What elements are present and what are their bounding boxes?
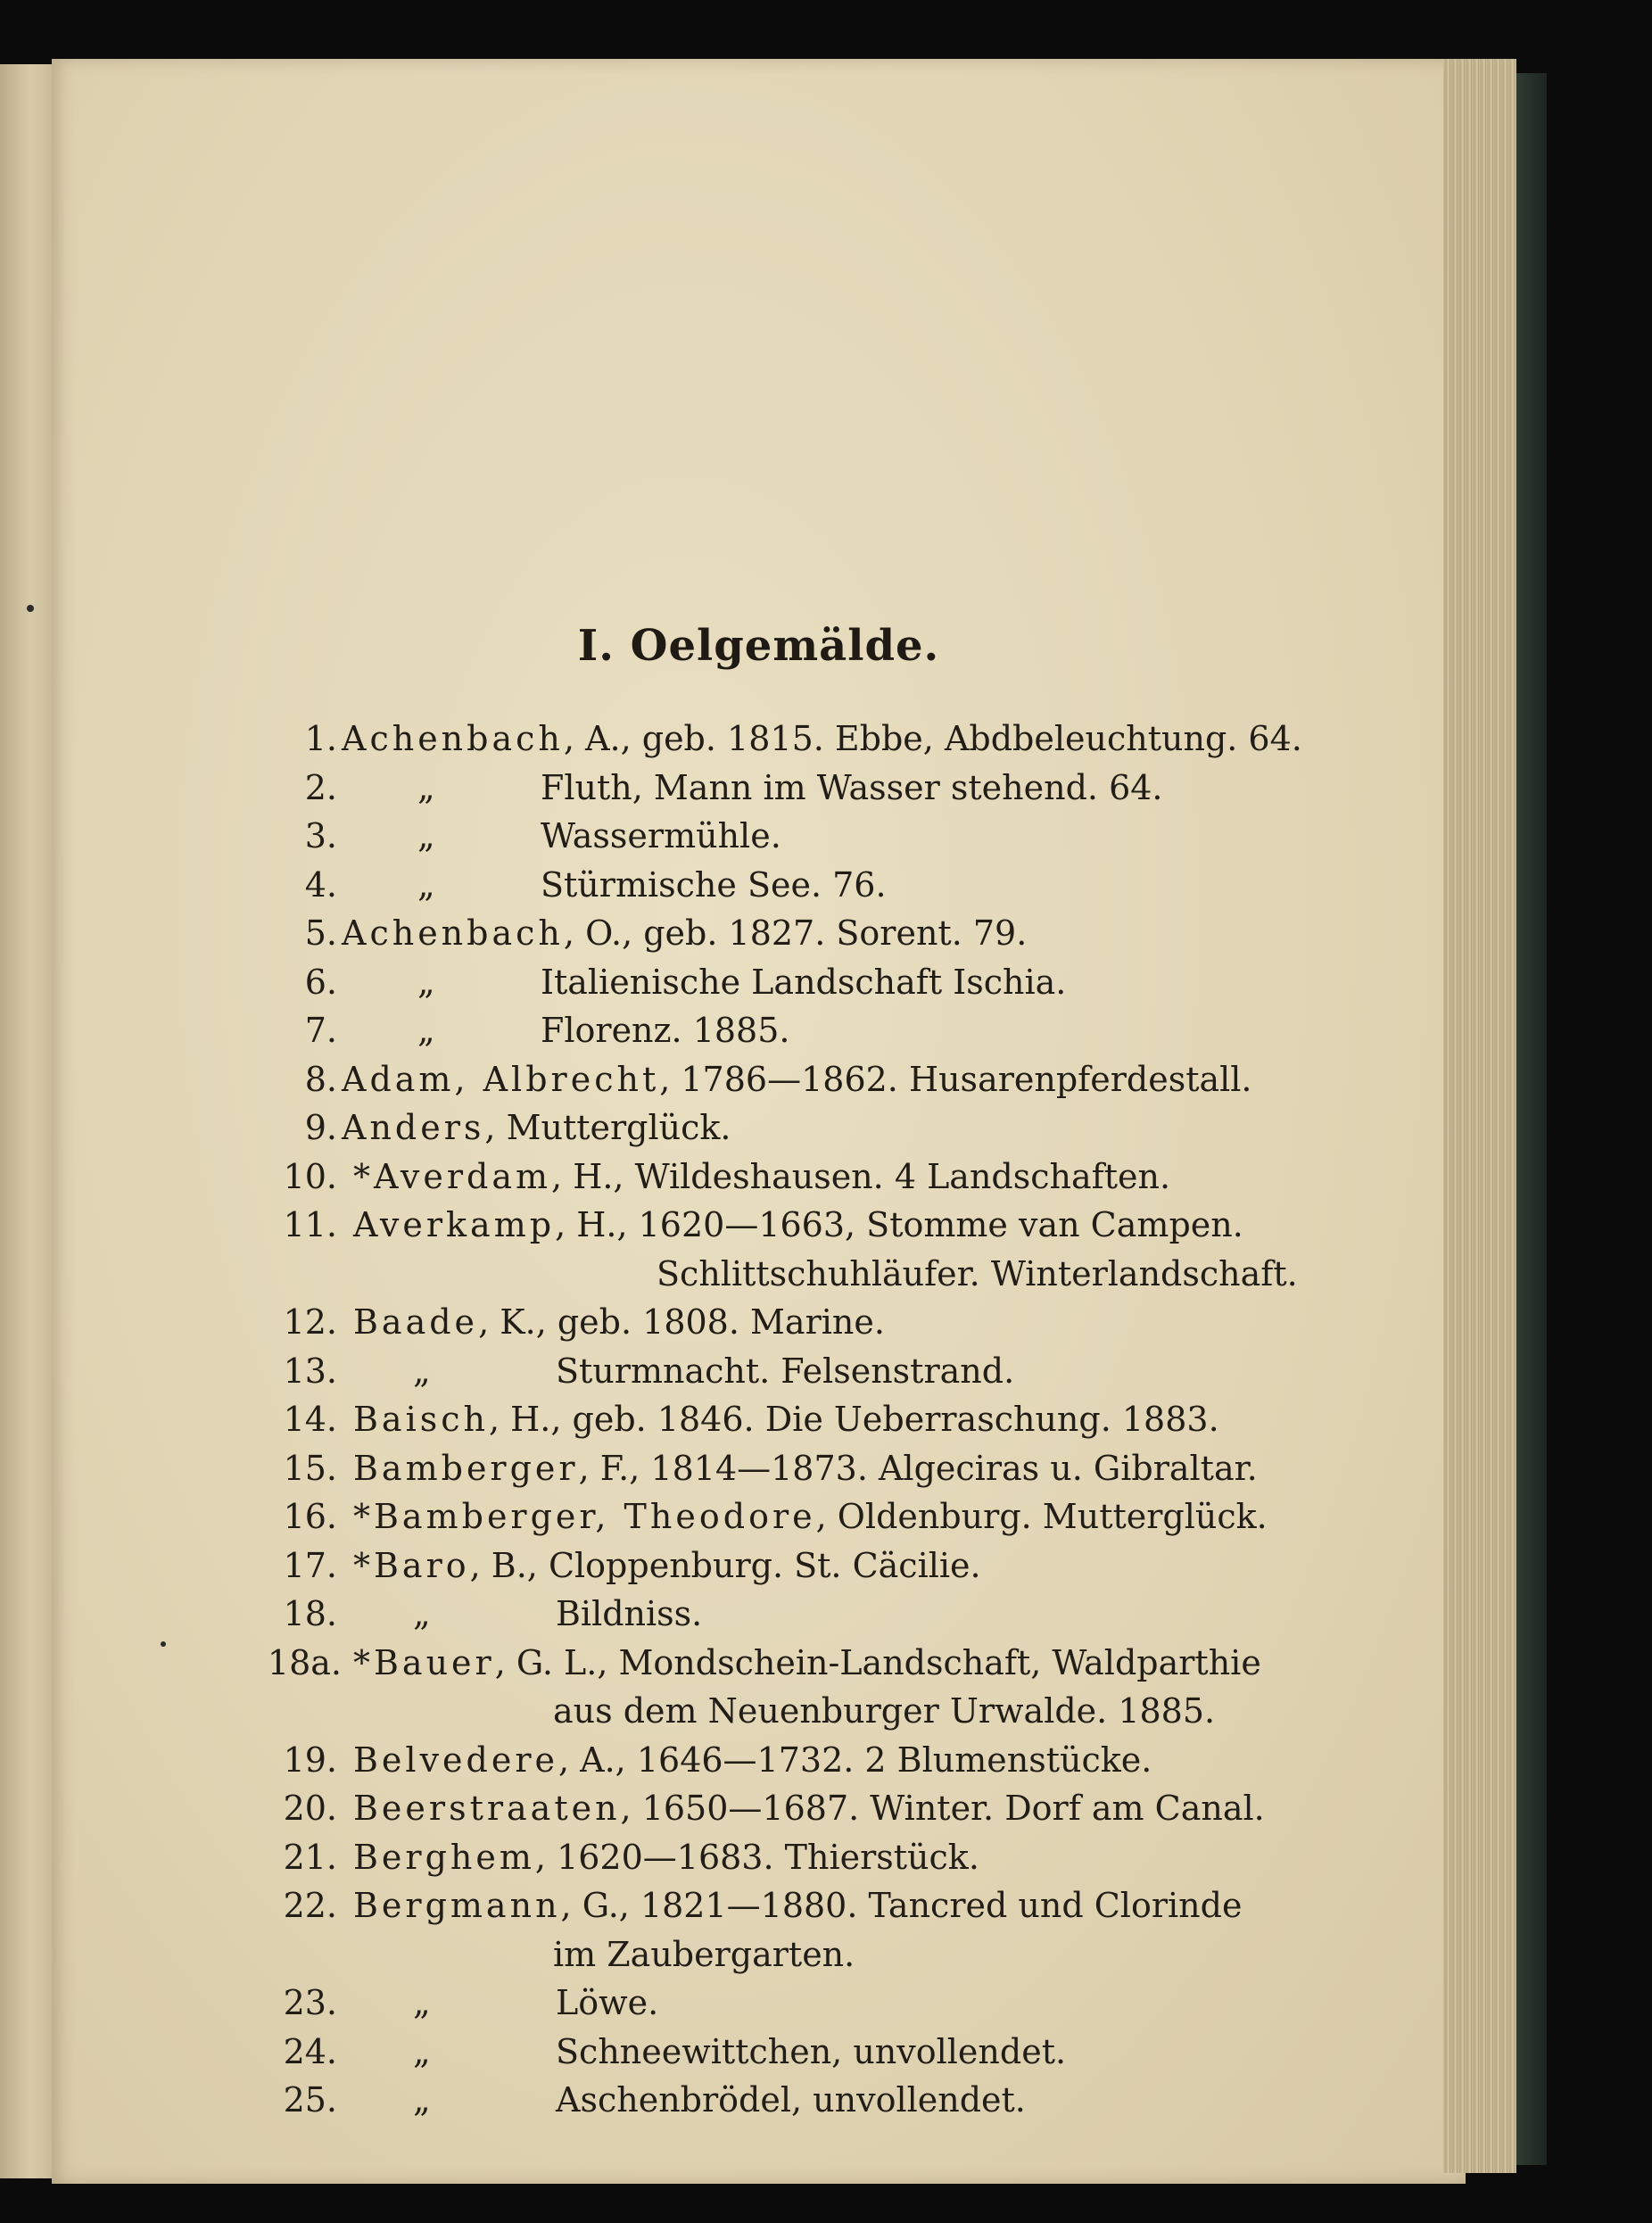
entry-details: , H., 1620—1663, Stomme van Campen. xyxy=(555,1205,1243,1244)
entry-line xyxy=(342,913,1027,953)
entry-line xyxy=(342,1108,731,1147)
artist-name: Anders xyxy=(342,1108,485,1147)
ditto-mark: „ xyxy=(413,1983,431,2022)
ditto-mark: „ xyxy=(417,767,435,807)
entry-line xyxy=(353,1789,1265,1828)
entry-title: Sturmnacht. Felsenstrand. xyxy=(556,1351,1015,1391)
list-item xyxy=(52,1546,1466,1595)
entry-number: 23. xyxy=(283,1983,337,2022)
list-item xyxy=(52,1157,1466,1206)
list-item xyxy=(52,768,1466,817)
entry-number: 17. xyxy=(283,1545,337,1585)
entry-number: 12. xyxy=(283,1302,337,1342)
entry-line xyxy=(342,1060,1252,1099)
list-item xyxy=(52,2032,1466,2081)
list-item xyxy=(52,1351,1466,1401)
entry-details: , Mutterglück. xyxy=(484,1108,731,1147)
entry-number: 1. xyxy=(304,719,337,758)
list-item xyxy=(52,1011,1466,1060)
entry-number: 8. xyxy=(304,1059,337,1099)
list-item xyxy=(52,719,1466,768)
entry-details: , Oldenburg. Mutterglück. xyxy=(815,1497,1268,1536)
entry-line xyxy=(353,1449,1258,1488)
entry-details: , O., geb. 1827. Sorent. 79. xyxy=(563,913,1028,953)
list-item xyxy=(52,1740,1466,1789)
section-title: I. Oelgemälde. xyxy=(577,621,940,671)
ditto-mark: „ xyxy=(417,816,435,855)
list-item xyxy=(52,1594,1466,1643)
entry-details: , 1620—1683. Thierstück. xyxy=(534,1837,979,1877)
entry-number: 20. xyxy=(283,1789,337,1828)
artist-name: *Bauer xyxy=(353,1642,495,1682)
list-item xyxy=(52,1886,1466,1935)
list-item xyxy=(52,1302,1466,1351)
entry-details: , 1650—1687. Winter. Dorf am Canal. xyxy=(620,1789,1265,1828)
ditto-mark: „ xyxy=(413,1594,431,1633)
entry-number: 19. xyxy=(283,1740,337,1780)
entry-number: 4. xyxy=(304,864,337,905)
list-item xyxy=(52,1400,1466,1449)
entry-title: Bildniss. xyxy=(556,1594,703,1633)
list-item xyxy=(52,1838,1466,1887)
entry-number: 14. xyxy=(283,1400,337,1439)
entry-number: 10. xyxy=(283,1156,337,1196)
entry-details: , K., geb. 1808. Marine. xyxy=(478,1302,885,1342)
entry-details: , B., Cloppenburg. St. Cäcilie. xyxy=(469,1545,981,1585)
entry-title: Aschenbrödel, unvollendet. xyxy=(556,2080,1026,2120)
list-item xyxy=(52,1789,1466,1838)
entry-details: , A., 1646—1732. 2 Blumenstücke. xyxy=(558,1740,1152,1780)
entry-title: Italienische Landschaft Ischia. xyxy=(541,962,1067,1002)
list-item xyxy=(52,1643,1466,1692)
entry-number: 9. xyxy=(304,1108,337,1147)
entry-title: Florenz. 1885. xyxy=(541,1011,790,1050)
list-item xyxy=(52,816,1466,865)
artist-name: Achenbach xyxy=(342,913,564,953)
entry-details: , 1786—1862. Husarenpferdestall. xyxy=(659,1059,1252,1099)
list-item xyxy=(52,1108,1466,1157)
entry-continuation: Schlittschuhläufer. Winterlandschaft. xyxy=(657,1253,1298,1293)
entry-line xyxy=(353,1497,1268,1536)
entry-number: 18a. xyxy=(267,1642,342,1682)
artist-name: Belvedere xyxy=(353,1740,558,1780)
artist-name: Bergmann xyxy=(353,1886,561,1925)
entry-details: , G. L., Mondschein-Landschaft, Waldparthie xyxy=(494,1642,1261,1682)
entry-number: 18. xyxy=(283,1594,337,1633)
entry-number: 6. xyxy=(304,962,337,1002)
list-item xyxy=(52,1497,1466,1546)
entry-number: 13. xyxy=(283,1351,337,1391)
list-item xyxy=(52,865,1466,914)
entry-title: Fluth, Mann im Wasser stehend. 64. xyxy=(541,767,1163,807)
entry-number: 15. xyxy=(283,1448,337,1488)
entry-title: Wassermühle. xyxy=(541,816,781,855)
entry-line xyxy=(353,1546,981,1585)
list-item xyxy=(52,1449,1466,1498)
page-stack-edge xyxy=(1443,59,1516,2173)
list-item xyxy=(52,963,1466,1012)
ditto-mark: „ xyxy=(417,864,435,905)
entry-number: 21. xyxy=(283,1837,337,1877)
entry-number: 7. xyxy=(304,1011,337,1050)
entry-title: Stürmische See. 76. xyxy=(541,864,887,905)
ditto-mark: „ xyxy=(417,962,435,1002)
entry-details: , H., Wildeshausen. 4 Landschaften. xyxy=(551,1156,1171,1196)
list-item xyxy=(52,1935,1466,1984)
entry-continuation: im Zaubergarten. xyxy=(553,1934,855,1974)
artist-name: Adam, Albrecht xyxy=(342,1059,660,1099)
entry-line xyxy=(353,1643,1261,1682)
artist-name: *Bamberger, Theodore xyxy=(353,1497,816,1536)
artist-name: Achenbach xyxy=(342,719,564,758)
entry-line xyxy=(353,1302,885,1342)
list-item xyxy=(52,2080,1466,2129)
ditto-mark: „ xyxy=(413,2080,431,2120)
margin-mark xyxy=(27,605,34,612)
artist-name: *Averdam xyxy=(353,1156,552,1196)
entry-continuation: aus dem Neuenburger Urwalde. 1885. xyxy=(553,1691,1216,1731)
entry-line xyxy=(353,1400,1219,1439)
margin-mark xyxy=(161,1641,166,1647)
list-item xyxy=(52,1254,1466,1303)
book-cover-edge xyxy=(1516,73,1547,2165)
entry-number: 5. xyxy=(304,913,337,953)
book-page xyxy=(52,59,1466,2184)
artist-name: Beerstraaten xyxy=(353,1789,621,1828)
entry-line xyxy=(353,1886,1242,1925)
painting-list xyxy=(52,719,1466,2129)
entry-line xyxy=(342,719,1302,758)
entry-number: 16. xyxy=(283,1497,337,1536)
list-item xyxy=(52,1205,1466,1254)
list-item xyxy=(52,1691,1466,1740)
ditto-mark: „ xyxy=(413,2031,431,2071)
entry-line xyxy=(353,1740,1152,1780)
list-item xyxy=(52,1983,1466,2032)
entry-number: 11. xyxy=(283,1205,337,1244)
artist-name: Bamberger xyxy=(353,1448,579,1488)
list-item xyxy=(52,1060,1466,1109)
entry-number: 2. xyxy=(304,767,337,807)
entry-line xyxy=(353,1838,979,1877)
entry-details: , H., geb. 1846. Die Ueberraschung. 1883. xyxy=(489,1400,1219,1439)
entry-number: 3. xyxy=(304,816,337,855)
entry-details: , A., geb. 1815. Ebbe, Abdbeleuchtung. 64. xyxy=(563,719,1302,758)
artist-name: Baade xyxy=(353,1302,479,1342)
entry-details: , G., 1821—1880. Tancred und Clorinde xyxy=(560,1886,1243,1925)
entry-title: Löwe. xyxy=(556,1983,659,2022)
artist-name: Baisch xyxy=(353,1400,489,1439)
entry-number: 24. xyxy=(283,2031,337,2071)
entry-line xyxy=(353,1157,1170,1196)
artist-name: Berghem xyxy=(353,1837,535,1877)
entry-number: 22. xyxy=(283,1886,337,1925)
entry-title: Schneewittchen, unvollendet. xyxy=(556,2031,1067,2071)
entry-details: , F., 1814—1873. Algeciras u. Gibraltar. xyxy=(578,1448,1258,1488)
entry-number: 25. xyxy=(283,2080,337,2120)
entry-line xyxy=(353,1205,1243,1244)
ditto-mark: „ xyxy=(417,1011,435,1050)
artist-name: Averkamp xyxy=(353,1205,556,1244)
artist-name: *Baro xyxy=(353,1545,470,1585)
list-item xyxy=(52,913,1466,963)
left-page-edge xyxy=(0,64,54,2178)
ditto-mark: „ xyxy=(413,1351,431,1391)
